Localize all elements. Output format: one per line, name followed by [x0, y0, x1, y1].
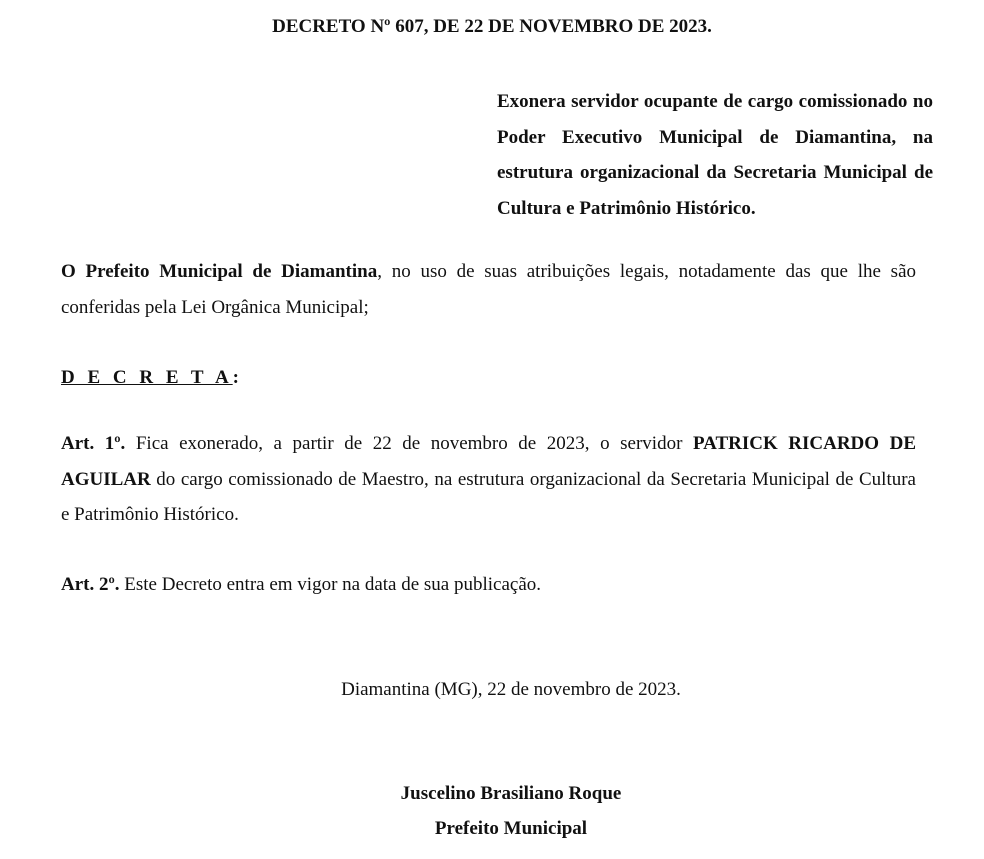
preamble-text: , no uso de suas atribuições legais, notadamente das que lhe são conferidas pela Lei Orgânica Municipal;	[61, 261, 917, 318]
signature-name: Juscelino Brasiliano Roque	[400, 783, 622, 804]
article-1	[61, 426, 916, 533]
article-1-label: Art. 1º.	[61, 433, 126, 454]
signature-role: Prefeito Municipal	[434, 818, 588, 839]
article-1-name: PATRICK RICARDO DE AGUILAR	[61, 433, 916, 490]
article-2-label: Art. 2º.	[61, 574, 120, 595]
decree-title: DECRETO Nº 607, DE 22 DE NOVEMBRO DE 2023.	[272, 16, 712, 37]
place-date: Diamantina (MG), 22 de novembro de 2023.	[341, 679, 681, 700]
decreta-word: D E C R E T A	[61, 367, 233, 388]
preamble-paragraph	[61, 254, 916, 325]
decree-summary: Exonera servidor ocupante de cargo comissionado no Poder Executivo Municipal de Diamantina, na estrutura organizacional da Secretaria Municipal de Cultura e Patrimônio Histórico.	[497, 91, 933, 219]
preamble-authority: O Prefeito Municipal de Diamantina	[61, 261, 378, 282]
article-2	[61, 567, 916, 603]
article-1-text-before: Fica exonerado, a partir de 22 de novembro de 2023, o servidor	[125, 433, 693, 454]
article-1-text-after: do cargo comissionado de Maestro, na estrutura organizacional da Secretaria Municipal de Cultura e Patrimônio Histórico.	[61, 468, 916, 525]
article-2-text: Este Decreto entra em vigor na data de sua publicação.	[119, 574, 542, 595]
decreta-heading	[61, 360, 239, 396]
decreta-colon: :	[232, 367, 239, 388]
